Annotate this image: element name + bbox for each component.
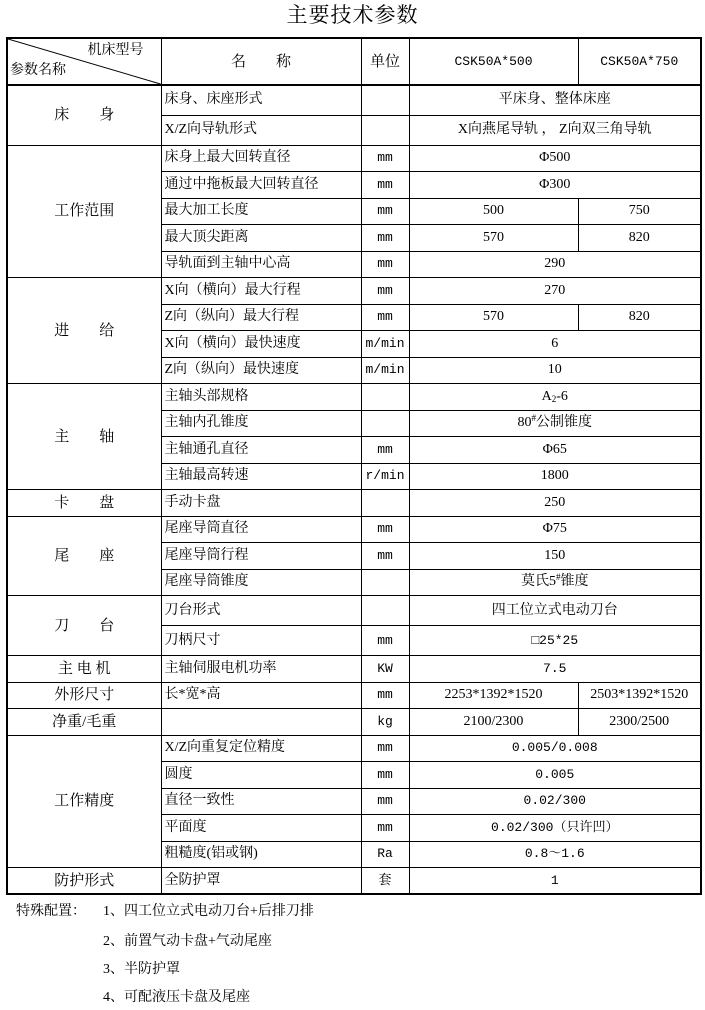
spec-name: 最大加工长度 xyxy=(161,198,361,225)
spec-value: 270 xyxy=(409,278,701,305)
spec-value: Φ300 xyxy=(409,172,701,199)
model-csk50a-750-header: CSK50A*750 xyxy=(578,38,701,85)
spec-unit: 套 xyxy=(361,868,409,895)
spec-value: 0.8～1.6 xyxy=(409,841,701,868)
spec-unit xyxy=(361,596,409,626)
spec-value: 平床身、整体床座 xyxy=(409,85,701,115)
value-superscript: # xyxy=(531,413,536,424)
value-text: -6 xyxy=(556,388,568,404)
value-text: 锥度 xyxy=(560,574,589,590)
spec-row xyxy=(7,145,701,172)
spec-category: 工作精度 xyxy=(7,735,161,868)
spec-value-csk50a-750: 820 xyxy=(578,304,701,331)
header-row xyxy=(7,38,701,85)
spec-value: 0.02/300 xyxy=(409,788,701,815)
spec-name: X/Z向重复定位精度 xyxy=(161,735,361,762)
spec-row xyxy=(7,656,701,683)
spec-name: 粗糙度(铝或钢) xyxy=(161,841,361,868)
spec-unit: mm xyxy=(361,278,409,305)
spec-value: X向燕尾导轨 ， Z向双三角导轨 xyxy=(409,115,701,145)
spec-value xyxy=(409,410,701,437)
special-config-label: 特殊配置： xyxy=(16,904,86,919)
spec-table xyxy=(6,37,702,895)
spec-value: 150 xyxy=(409,543,701,570)
spec-value: 7.5 xyxy=(409,656,701,683)
spec-unit xyxy=(361,115,409,145)
special-config-item: 4、可配液压卡盘及尾座 xyxy=(103,990,250,1005)
spec-category: 防护形式 xyxy=(7,868,161,895)
spec-unit: mm xyxy=(361,516,409,543)
spec-value-csk50a-750: 2300/2500 xyxy=(578,709,701,736)
value-text: A xyxy=(541,388,552,404)
spec-category: 外形尺寸 xyxy=(7,682,161,709)
spec-name: 全防护罩 xyxy=(161,868,361,895)
spec-name: 圆度 xyxy=(161,762,361,789)
spec-name: 长*宽*高 xyxy=(161,682,361,709)
spec-row xyxy=(7,682,701,709)
spec-value: 四工位立式电动刀台 xyxy=(409,596,701,626)
special-config-item: 3、半防护罩 xyxy=(103,962,180,977)
spec-unit xyxy=(361,384,409,411)
spec-value: Φ65 xyxy=(409,437,701,464)
spec-unit: KW xyxy=(361,656,409,683)
name-column-header: 名 称 xyxy=(161,38,361,85)
unit-column-header: 单位 xyxy=(361,38,409,85)
spec-value-csk50a-750: 820 xyxy=(578,225,701,252)
spec-value: 250 xyxy=(409,490,701,517)
spec-name xyxy=(161,709,361,736)
spec-row xyxy=(7,709,701,736)
spec-name: 平面度 xyxy=(161,815,361,842)
special-config-item: 2、前置气动卡盘+气动尾座 xyxy=(103,934,272,949)
spec-unit: m/min xyxy=(361,357,409,384)
spec-table-body xyxy=(7,85,701,894)
spec-unit: mm xyxy=(361,788,409,815)
spec-name: Z向（纵向）最快速度 xyxy=(161,357,361,384)
spec-row xyxy=(7,516,701,543)
spec-category: 床 身 xyxy=(7,85,161,145)
spec-value: 6 xyxy=(409,331,701,358)
page-title: 主要技术参数 xyxy=(286,3,419,27)
spec-category: 刀 台 xyxy=(7,596,161,656)
spec-row xyxy=(7,490,701,517)
machine-model-label: 机床型号 xyxy=(87,43,144,58)
spec-unit: mm xyxy=(361,304,409,331)
diagonal-header-cell xyxy=(7,38,161,85)
spec-name: 导轨面到主轴中心高 xyxy=(161,251,361,278)
spec-name: X向（横向）最快速度 xyxy=(161,331,361,358)
spec-name: 尾座导筒锥度 xyxy=(161,569,361,596)
spec-value: 1800 xyxy=(409,463,701,490)
spec-value: 0.02/300（只许凹） xyxy=(409,815,701,842)
spec-value-csk50a-500: 570 xyxy=(409,225,578,252)
spec-name: 通过中拖板最大回转直径 xyxy=(161,172,361,199)
spec-value-csk50a-500: 570 xyxy=(409,304,578,331)
spec-unit: mm xyxy=(361,735,409,762)
spec-category: 进 给 xyxy=(7,278,161,384)
spec-value xyxy=(409,569,701,596)
spec-unit: mm xyxy=(361,198,409,225)
spec-name: 主轴内孔锥度 xyxy=(161,410,361,437)
spec-unit: mm xyxy=(361,225,409,252)
spec-name: 最大顶尖距离 xyxy=(161,225,361,252)
spec-category: 卡 盘 xyxy=(7,490,161,517)
spec-category: 工作范围 xyxy=(7,145,161,278)
spec-unit: mm xyxy=(361,626,409,656)
spec-value: 10 xyxy=(409,357,701,384)
spec-value-csk50a-750: 2503*1392*1520 xyxy=(578,682,701,709)
value-superscript: # xyxy=(556,572,561,583)
spec-unit: Ra xyxy=(361,841,409,868)
spec-unit: mm xyxy=(361,251,409,278)
spec-name: Z向（纵向）最大行程 xyxy=(161,304,361,331)
spec-unit xyxy=(361,569,409,596)
spec-name: 尾座导筒行程 xyxy=(161,543,361,570)
spec-name: 手动卡盘 xyxy=(161,490,361,517)
spec-name: 刀台形式 xyxy=(161,596,361,626)
spec-name: 主轴最高转速 xyxy=(161,463,361,490)
spec-name: X向（横向）最大行程 xyxy=(161,278,361,305)
spec-row xyxy=(7,596,701,626)
spec-unit: mm xyxy=(361,543,409,570)
spec-value: Φ75 xyxy=(409,516,701,543)
spec-name: X/Z向导轨形式 xyxy=(161,115,361,145)
spec-name: 直径一致性 xyxy=(161,788,361,815)
value-text: 莫氏5 xyxy=(521,574,556,590)
spec-unit xyxy=(361,490,409,517)
spec-value xyxy=(409,384,701,411)
spec-value: Φ500 xyxy=(409,145,701,172)
spec-value-csk50a-500: 500 xyxy=(409,198,578,225)
spec-unit: m/min xyxy=(361,331,409,358)
parameter-name-label: 参数名称 xyxy=(10,63,66,78)
spec-name: 主轴头部规格 xyxy=(161,384,361,411)
spec-name: 尾座导筒直径 xyxy=(161,516,361,543)
value-text: 80 xyxy=(517,415,532,431)
spec-unit: mm xyxy=(361,172,409,199)
spec-row xyxy=(7,384,701,411)
spec-unit: kg xyxy=(361,709,409,736)
spec-unit: mm xyxy=(361,437,409,464)
spec-unit: mm xyxy=(361,815,409,842)
spec-name: 床身、床座形式 xyxy=(161,85,361,115)
spec-value-csk50a-750: 750 xyxy=(578,198,701,225)
spec-name: 主轴通孔直径 xyxy=(161,437,361,464)
spec-row xyxy=(7,735,701,762)
spec-row xyxy=(7,278,701,305)
spec-unit: r/min xyxy=(361,463,409,490)
spec-name: 刀柄尺寸 xyxy=(161,626,361,656)
spec-value: 290 xyxy=(409,251,701,278)
spec-name: 床身上最大回转直径 xyxy=(161,145,361,172)
spec-value-csk50a-500: 2253*1392*1520 xyxy=(409,682,578,709)
spec-value-csk50a-500: 2100/2300 xyxy=(409,709,578,736)
spec-name: 主轴伺服电机功率 xyxy=(161,656,361,683)
spec-category: 尾 座 xyxy=(7,516,161,596)
spec-unit: mm xyxy=(361,145,409,172)
special-config-item: 1、四工位立式电动刀台+后排刀排 xyxy=(103,904,314,919)
spec-unit: mm xyxy=(361,762,409,789)
spec-category: 净重/毛重 xyxy=(7,709,161,736)
spec-row xyxy=(7,868,701,895)
model-csk50a-500-header: CSK50A*500 xyxy=(409,38,578,85)
spec-table-header xyxy=(7,38,701,85)
spec-unit xyxy=(361,410,409,437)
spec-value: 0.005/0.008 xyxy=(409,735,701,762)
spec-row xyxy=(7,85,701,115)
value-subscript: 2 xyxy=(551,393,557,404)
spec-value: 0.005 xyxy=(409,762,701,789)
spec-category: 主 轴 xyxy=(7,384,161,490)
value-text: 公制锥度 xyxy=(536,415,592,431)
spec-category: 主 电 机 xyxy=(7,656,161,683)
spec-unit: mm xyxy=(361,682,409,709)
spec-value: 1 xyxy=(409,868,701,895)
spec-value: □25*25 xyxy=(409,626,701,656)
spec-unit xyxy=(361,85,409,115)
